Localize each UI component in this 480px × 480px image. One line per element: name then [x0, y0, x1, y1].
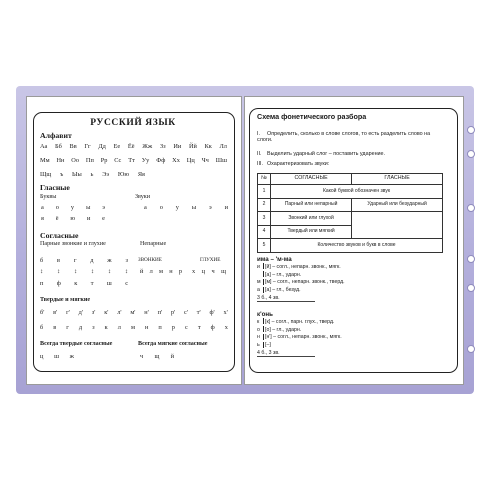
unpaired-voiceless: х: [192, 268, 196, 275]
example-letter: к: [257, 318, 260, 325]
page-title: РУССКИЙ ЯЗЫК: [90, 118, 176, 128]
alphabet-letter: Ии: [173, 143, 182, 150]
step-item: I. Определить, сколько в слове слогов, то есть разделить слово на слоги.: [257, 131, 431, 144]
unpaired-voiced: м: [159, 268, 163, 275]
alphabet-letter: Ёё: [127, 143, 135, 150]
vowel-letter: и: [86, 215, 91, 222]
vowel-sound: э: [208, 204, 212, 211]
example-text: [й] – согл., непарн. звонк., мягк.: [265, 263, 341, 270]
unpaired-voiceless-row: [192, 268, 226, 275]
alphabet-letter: Лл: [219, 143, 227, 150]
alphabet-letter: Цц: [186, 157, 195, 164]
hard-consonant: х: [224, 324, 228, 331]
binder-hole: [467, 126, 475, 134]
alphabet-letter: Пп: [85, 157, 94, 164]
vowel-letter: э: [102, 204, 105, 211]
binder-hole: [467, 345, 475, 353]
vowel-sounds-row: [144, 204, 228, 211]
alphabet-letter: ъ: [59, 171, 64, 178]
voiced-consonant: з: [125, 257, 128, 264]
divider: [257, 301, 315, 302]
soft-consonant: в': [53, 309, 58, 316]
alphabet-letter: Мм: [40, 157, 50, 164]
alphabet-letter: Юю: [117, 171, 130, 178]
vowel-letter: о: [55, 204, 59, 211]
alphabet-letter: Яя: [137, 171, 145, 178]
table-row: 4 Твердый или мягкий: [258, 225, 443, 239]
example-line: [257, 279, 437, 287]
scheme-heading: Схема фонетического разбора: [257, 112, 367, 121]
always-soft-consonant: й: [170, 353, 174, 360]
hard-consonant: к: [104, 324, 108, 331]
bracket-bar: [263, 279, 264, 285]
vowel-letter: е: [102, 215, 105, 222]
example-letter: о: [257, 326, 260, 333]
always-soft-consonant: щ: [154, 353, 160, 360]
step-item: III. Охарактеризовать звуки:: [257, 161, 330, 167]
hard-consonant: п: [158, 324, 162, 331]
alphabet-letter: Шш: [215, 157, 227, 164]
alphabet-letter: Вв: [69, 143, 77, 150]
bracket-bar: [263, 287, 264, 293]
vowel-letter: у: [70, 204, 75, 211]
hard-consonant: з: [92, 324, 95, 331]
hard-consonant: н: [144, 324, 149, 331]
unpaired-voiced: р: [178, 268, 182, 275]
soft-consonant: р': [170, 309, 176, 316]
binder-hole: [467, 204, 475, 212]
alphabet-letter: Хх: [172, 157, 180, 164]
example-line: [257, 287, 437, 295]
soft-consonant: к': [104, 309, 109, 316]
vowels-heading: Гласные: [40, 183, 70, 192]
voiceless-row: [40, 280, 128, 287]
alphabet-letter: Жж: [142, 143, 153, 150]
hard-consonant: с: [184, 324, 188, 331]
always-hard-row: [40, 353, 74, 360]
example-letter: н: [257, 334, 260, 341]
example-text: [н'] – согл., непарн. звонк., мягк.: [265, 334, 342, 341]
pair-arrow: ↕: [40, 268, 44, 275]
hard-consonant: м: [130, 324, 135, 331]
always-hard-consonant: ц: [40, 353, 44, 360]
example-line: [257, 342, 437, 350]
alphabet-letter: Кк: [204, 143, 212, 150]
bracket-bar: [263, 318, 264, 324]
hard-consonant: д: [78, 324, 83, 331]
table-row: 5 Количество звуков и букв в слове: [258, 239, 443, 253]
vowel-letter: ю: [70, 215, 76, 222]
alphabet-letter: Гг: [84, 143, 91, 150]
unpaired-voiceless: ч: [211, 268, 215, 275]
soft-consonant: м': [130, 309, 136, 316]
unpaired-voiced-row: [140, 268, 182, 275]
vowel-letter: ы: [86, 204, 91, 211]
soft-consonant: н': [144, 309, 149, 316]
vowel-sound: ы: [191, 204, 197, 211]
alphabet-letter: Аа: [40, 143, 48, 150]
hard-consonant: л: [117, 324, 121, 331]
hard-consonant: т: [197, 324, 201, 331]
soft-consonant: х': [223, 309, 228, 316]
sounds-label: Звуки: [135, 194, 150, 200]
alphabet-letter: Щщ: [40, 171, 52, 178]
unpaired-voiced: л: [149, 268, 153, 275]
example-text: [а] – гл., безуд.: [265, 287, 301, 294]
unpaired-voiceless: ц: [201, 268, 205, 275]
voiceless-consonant: п: [40, 280, 44, 287]
example-letter: а: [257, 287, 260, 294]
soft-consonant: б': [40, 309, 45, 316]
pair-arrow: ↕: [124, 268, 128, 275]
example-lines: [257, 263, 437, 294]
phonetic-table: [257, 173, 443, 253]
binder-hole: [467, 255, 475, 263]
soft-consonant: ф': [209, 309, 215, 316]
voiced-row: [40, 257, 128, 264]
alphabet-letter: Йй: [188, 143, 197, 150]
alphabet-letter: Рр: [100, 157, 108, 164]
divider: [257, 356, 315, 357]
voiceless-consonant: т: [90, 280, 94, 287]
vowel-letter: а: [41, 204, 44, 211]
bracket-bar: [263, 263, 264, 269]
example-summary: 3 б., 4 зв.: [257, 294, 280, 301]
alphabet-letter: Бб: [54, 143, 62, 150]
example-text: [к] – согл., парн. глух., тверд.: [265, 318, 335, 325]
example-word: к'онь: [257, 311, 273, 318]
alphabet-row: [40, 143, 227, 150]
pair-arrow: ↕: [90, 268, 95, 275]
hard-soft-label: Твердые и мягкие: [40, 297, 91, 303]
always-soft-label: Всегда мягкие согласные: [138, 341, 208, 347]
soft-consonant: г': [66, 309, 70, 316]
table-header: № СОГЛАСНЫЕ ГЛАСНЫЕ: [258, 174, 443, 185]
always-hard-consonant: ш: [54, 353, 59, 360]
example-1: [257, 256, 437, 302]
alphabet-letter: Ээ: [102, 171, 110, 178]
soft-consonants-row: [40, 309, 228, 316]
alphabet-heading: Алфавит: [40, 131, 72, 140]
example-text: [м] – согл., непарн. звонк., тверд.: [265, 279, 345, 286]
example-lines: [257, 318, 437, 349]
example-line: [257, 318, 437, 326]
soft-consonant: т': [196, 309, 201, 316]
example-letter: ь: [257, 342, 260, 349]
unpaired-voiced: й: [140, 268, 144, 275]
hard-consonant: б: [40, 324, 44, 331]
alphabet-letter: ь: [90, 171, 94, 178]
soft-consonant: д': [78, 309, 83, 316]
voiceless-consonant: с: [125, 280, 128, 287]
example-line: [257, 334, 437, 342]
alphabet-row: [40, 171, 145, 178]
voiceless-consonant: к: [74, 280, 78, 287]
voiced-consonant: д: [90, 257, 94, 264]
voiced-consonant: в: [57, 257, 61, 264]
vowel-letters-row: [41, 204, 105, 211]
vowel-letter: ё: [55, 215, 59, 222]
example-line: [257, 326, 437, 334]
vowel-sound: и: [224, 204, 228, 211]
paired-label: Парные звонкие и глухие: [40, 241, 106, 247]
hard-consonant: ф: [210, 324, 215, 331]
example-2: [257, 311, 437, 357]
soft-consonant: п': [157, 309, 163, 316]
hard-consonant: р: [171, 324, 175, 331]
step-item: II. Выделить ударный слог – поставить ударение.: [257, 151, 386, 157]
soft-consonant: л': [117, 309, 122, 316]
alphabet-letter: Чч: [201, 157, 209, 164]
vowel-sound: а: [144, 204, 147, 211]
example-letter: и: [257, 263, 260, 270]
alphabet-letter: Зз: [159, 143, 166, 150]
voiceless-consonant: ш: [106, 280, 112, 287]
unpaired-label: Непарные: [140, 241, 167, 247]
alphabet-letter: Дд: [98, 143, 106, 150]
table-row: 1 Какой буквой обозначен звук: [258, 185, 443, 199]
voiceless-consonant: ф: [56, 280, 61, 287]
alphabet-letter: Оо: [71, 157, 79, 164]
alphabet-letter: Фф: [156, 157, 166, 164]
vowel-sound: о: [159, 204, 163, 211]
pair-arrow: ↕: [56, 268, 61, 275]
pair-arrows-row: [40, 268, 128, 275]
bracket-bar: [263, 342, 264, 348]
voiceless-label: ГЛУХИЕ: [200, 257, 221, 263]
soft-consonant: с': [184, 309, 188, 316]
example-letter: м: [257, 279, 261, 286]
example-word: има – 'м-ма: [257, 256, 292, 263]
bracket-bar: [263, 334, 264, 340]
alphabet-letter: Ыы: [72, 171, 82, 178]
alphabet-letter: Ее: [113, 143, 121, 150]
voiced-label: ЗВОНКИЕ: [138, 257, 162, 263]
voiced-consonant: г: [73, 257, 77, 264]
alphabet-letter: Нн: [56, 157, 65, 164]
hard-consonant: в: [53, 324, 57, 331]
always-hard-consonant: ж: [69, 353, 74, 360]
bracket-bar: [263, 271, 264, 277]
alphabet-letter: Тт: [128, 157, 135, 164]
example-summary: 4 б., 3 зв.: [257, 349, 280, 356]
alphabet-row: [40, 157, 227, 164]
pair-arrow: ↕: [107, 268, 112, 275]
soft-consonant: з': [91, 309, 96, 316]
table-row: 3 Звонкий или глухой: [258, 212, 443, 226]
unpaired-voiced: н: [169, 268, 173, 275]
voiced-consonant: б: [40, 257, 44, 264]
pair-arrow: ↕: [73, 268, 78, 275]
example-text: [о] – гл., ударн.: [265, 326, 302, 333]
example-line: [257, 263, 437, 271]
vowel-letters-row: [41, 215, 105, 222]
alphabet-letter: Сс: [114, 157, 122, 164]
bracket-bar: [263, 326, 264, 332]
always-hard-label: Всегда твердые согласные: [40, 341, 113, 347]
example-text: [а] – гл., ударн.: [265, 271, 302, 278]
alphabet-letter: Уу: [141, 157, 150, 164]
unpaired-voiceless: щ: [221, 268, 226, 275]
voiced-consonant: ж: [107, 257, 112, 264]
consonants-heading: Согласные: [40, 231, 79, 240]
letters-label: Буквы: [40, 194, 57, 200]
hard-consonant: г: [66, 324, 69, 331]
binder-hole: [467, 284, 475, 292]
example-line: [257, 271, 437, 279]
table-row: 2 Парный или непарный Ударный или безударный: [258, 198, 443, 212]
binder-hole: [467, 150, 475, 158]
always-soft-consonant: ч: [140, 353, 144, 360]
always-soft-row: [140, 353, 174, 360]
example-text: [–]: [265, 342, 271, 349]
vowel-sound: у: [175, 204, 179, 211]
hard-consonants-row: [40, 324, 228, 331]
vowel-letter: я: [41, 215, 44, 222]
